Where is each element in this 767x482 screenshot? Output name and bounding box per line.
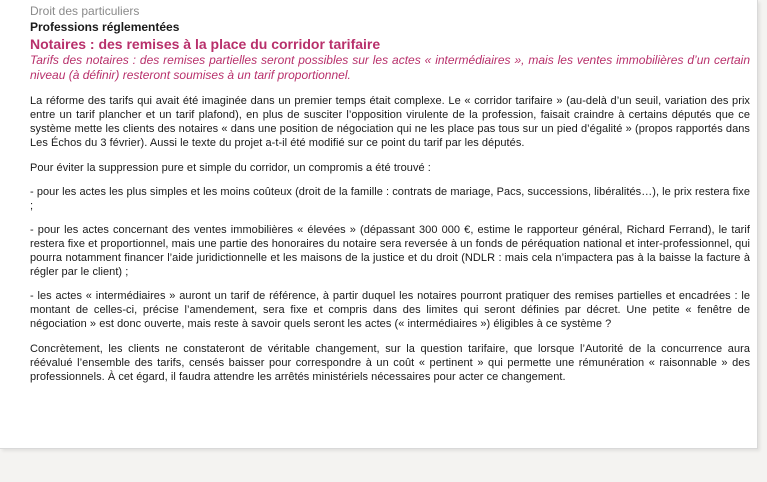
paragraph-conclusion: Concrètement, les clients ne constateront de véritable changement, sur la question tarifaire, que lorsque l’Autorité de la concurrence aura réévalué l’ensemble des tarifs, censés baisser pour correspondre à un coût « pertinent » qui permette une rémunération « raisonnable » des professionnels. À cet égard, il faudra attendre les arrêtés ministériels nécessaires pour acter ce changement. — [30, 343, 750, 383]
paragraph-simple-acts: - pour les actes les plus simples et les moins coûteux (droit de la famille : contrats de mariage, Pacs, successions, libéralités…), le prix restera fixe ; — [30, 186, 750, 212]
article-lead: Tarifs des notaires : des remises partielles seront possibles sur les actes « intermédiaires », mais les ventes immobilières d’un certain niveau (à définir) resteront soumises à un tarif proportionnel. — [30, 53, 750, 82]
paragraph-high-value-sales: - pour les actes concernant des ventes immobilières « élevées » (dépassant 300 000 €, estime le rapporteur général, Richard Ferrand), le tarif restera fixe et proportionnel, mais une partie des honoraires du notaire sera reversée à un fonds de péréquation national et inter-professionnel, qui pourra notamment financer l’aide juridictionnelle et les maisons de la justice et du droit (NDLR : mais cela n’impactera pas à la baisse la facture à régler par le client) ; — [30, 224, 750, 278]
section-heading: Professions réglementées — [30, 20, 180, 34]
article-content — [30, 4, 750, 384]
paragraph-intermediate-acts: - les actes « intermédiaires » auront un tarif de référence, à partir duquel les notaires pourront pratiquer des remises partielles et encadrées : le montant de celles-ci, précise l’amendement, sera fixe et compris dans des limites qui seront définies par décret. Une petite « fenêtre de négociation » est donc ouverte, mais reste à savoir quels seront les actes (« intermédiaires ») éligibles à ce système ? — [30, 290, 750, 330]
article-title: Notaires : des remises à la place du corridor tarifaire — [30, 36, 381, 52]
category-label: Droit des particuliers — [30, 4, 140, 18]
paragraph-compromise: Pour éviter la suppression pure et simple du corridor, un compromis a été trouvé : — [30, 162, 431, 174]
paragraph-intro: La réforme des tarifs qui avait été imaginée dans un premier temps était complexe. Le « corridor tarifaire » (au-delà d’un seuil, variation des prix entre un tarif plancher et un tarif plafond), en plus de susciter l’opposition virulente de la profession, faisait craindre à certains députés que ce système mette les clients des notaires « dans une position de négociation qui ne les place pas tous sur un pied d’égalité » (propos rapportés dans Les Échos du 3 février). Aussi le texte du projet a-t-il été modifié sur ce point du tarif par les députés. — [30, 95, 750, 149]
